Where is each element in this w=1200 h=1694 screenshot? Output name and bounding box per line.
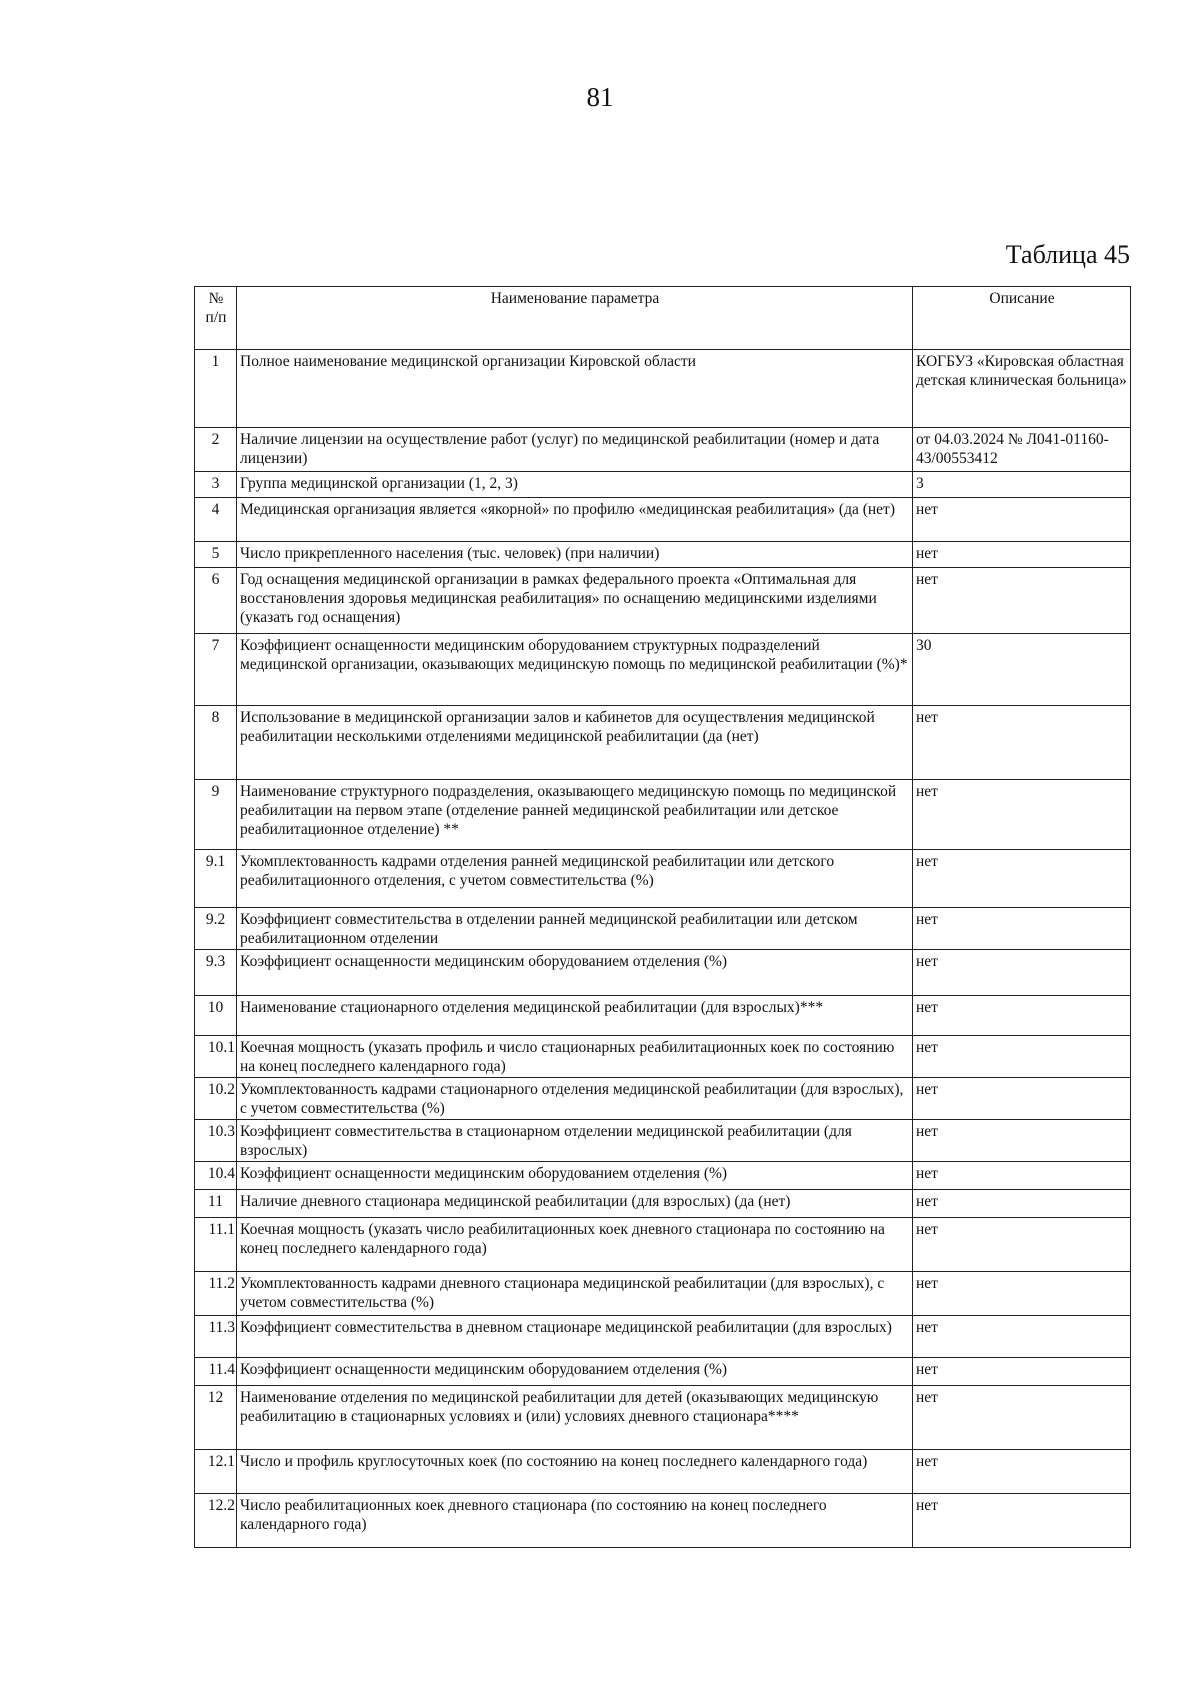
row-number: 5: [195, 542, 237, 568]
row-parameter: Коэффициент совместительства в стационарном отделении медицинской реабилитации (для взрослых): [237, 1120, 913, 1162]
row-description: нет: [913, 568, 1131, 634]
row-description: нет: [913, 1036, 1131, 1078]
row-description: от 04.03.2024 № Л041-01160-43/00553412: [913, 428, 1131, 472]
row-parameter: Коэффициент оснащенности медицинским оборудованием отделения (%): [237, 1162, 913, 1190]
row-description: нет: [913, 850, 1131, 908]
row-description: 3: [913, 472, 1131, 498]
parameters-table: [194, 286, 1131, 1548]
row-parameter: Число реабилитационных коек дневного стационара (по состоянию на конец последнего календарного года): [237, 1494, 913, 1548]
table-row: [195, 1036, 1131, 1078]
table-row: [195, 1218, 1131, 1272]
table-row: [195, 1120, 1131, 1162]
row-number: 11.2: [195, 1272, 237, 1316]
row-number: 8: [195, 706, 237, 780]
header-param: Наименование параметра: [237, 287, 913, 350]
row-number: 12.1: [195, 1450, 237, 1494]
table-row: [195, 1386, 1131, 1450]
row-parameter: Коэффициент совместительства в отделении ранней медицинской реабилитации или детском реабилитационном отделении: [237, 908, 913, 950]
row-number: 10.3: [195, 1120, 237, 1162]
row-parameter: Использование в медицинской организации залов и кабинетов для осуществления медицинской реабилитации несколькими отделениями медицинской реабилитации (да (нет): [237, 706, 913, 780]
row-number: 9.1: [195, 850, 237, 908]
row-description: нет: [913, 908, 1131, 950]
row-number: 6: [195, 568, 237, 634]
row-parameter: Наличие лицензии на осуществление работ (услуг) по медицинской реабилитации (номер и дата лицензии): [237, 428, 913, 472]
table-row: [195, 1358, 1131, 1386]
table-row: [195, 1162, 1131, 1190]
table-row: [195, 428, 1131, 472]
table-row: [195, 634, 1131, 706]
row-number: 11.3: [195, 1316, 237, 1358]
row-number: 10: [195, 996, 237, 1036]
row-parameter: Наименование структурного подразделения, оказывающего медицинскую помощь по медицинской реабилитации на первом этапе (отделение ранней медицинской реабилитации или детское реабилитационное отделение) **: [237, 780, 913, 850]
row-number: 7: [195, 634, 237, 706]
row-parameter: Число и профиль круглосуточных коек (по состоянию на конец последнего календарного года): [237, 1450, 913, 1494]
row-parameter: Наименование отделения по медицинской реабилитации для детей (оказывающих медицинскую реабилитацию в стационарных условиях и (или) условиях дневного стационара****: [237, 1386, 913, 1450]
row-number: 3: [195, 472, 237, 498]
row-number: 11.1: [195, 1218, 237, 1272]
table-row: [195, 1190, 1131, 1218]
row-parameter: Медицинская организация является «якорной» по профилю «медицинская реабилитация» (да (нет): [237, 498, 913, 542]
row-parameter: Коэффициент оснащенности медицинским оборудованием отделения (%): [237, 1358, 913, 1386]
row-parameter: Группа медицинской организации (1, 2, 3): [237, 472, 913, 498]
row-number: 12.2: [195, 1494, 237, 1548]
table-row: [195, 706, 1131, 780]
row-number: 10.2: [195, 1078, 237, 1120]
row-parameter: Укомплектованность кадрами стационарного отделения медицинской реабилитации (для взрослых), с учетом совместительства (%): [237, 1078, 913, 1120]
row-description: нет: [913, 1162, 1131, 1190]
table-row: [195, 996, 1131, 1036]
row-parameter: Коэффициент оснащенности медицинским оборудованием отделения (%): [237, 950, 913, 996]
table-row: [195, 568, 1131, 634]
row-description: КОГБУЗ «Кировская областная детская клиническая больница»: [913, 350, 1131, 428]
row-description: нет: [913, 1450, 1131, 1494]
page-number: 81: [586, 82, 614, 112]
row-parameter: Полное наименование медицинской организации Кировской области: [237, 350, 913, 428]
row-description: нет: [913, 542, 1131, 568]
row-description: нет: [913, 706, 1131, 780]
table-row: [195, 1316, 1131, 1358]
row-parameter: Укомплектованность кадрами дневного стационара медицинской реабилитации (для взрослых), с учетом совместительства (%): [237, 1272, 913, 1316]
row-number: 9.3: [195, 950, 237, 996]
row-description: нет: [913, 950, 1131, 996]
table-row: [195, 498, 1131, 542]
row-parameter: Число прикрепленного населения (тыс. человек) (при наличии): [237, 542, 913, 568]
table-row: [195, 1272, 1131, 1316]
table-row: [195, 472, 1131, 498]
table-row: [195, 1494, 1131, 1548]
row-description: нет: [913, 1386, 1131, 1450]
table-row: [195, 1078, 1131, 1120]
row-parameter: Коечная мощность (указать число реабилитационных коек дневного стационара по состоянию на конец последнего календарного года): [237, 1218, 913, 1272]
table-body: [195, 350, 1131, 1548]
row-parameter: Год оснащения медицинской организации в рамках федерального проекта «Оптимальная для восстановления здоровья медицинская реабилитация» по оснащению медицинскими изделиями (указать год оснащения): [237, 568, 913, 634]
row-description: 30: [913, 634, 1131, 706]
row-number: 12: [195, 1386, 237, 1450]
row-parameter: Коечная мощность (указать профиль и число стационарных реабилитационных коек по состоянию на конец последнего календарного года): [237, 1036, 913, 1078]
table-row: [195, 950, 1131, 996]
row-description: нет: [913, 780, 1131, 850]
row-parameter: Наименование стационарного отделения медицинской реабилитации (для взрослых)***: [237, 996, 913, 1036]
row-number: 9: [195, 780, 237, 850]
row-description: нет: [913, 1120, 1131, 1162]
table-caption: Таблица 45: [1005, 240, 1130, 269]
row-parameter: Коэффициент оснащенности медицинским оборудованием структурных подразделений медицинской организации, оказывающих медицинскую помощь по медицинской реабилитации (%)*: [237, 634, 913, 706]
table-header-row: [195, 287, 1131, 350]
table-row: [195, 850, 1131, 908]
table-row: [195, 908, 1131, 950]
row-number: 4: [195, 498, 237, 542]
table-row: [195, 542, 1131, 568]
header-num: № п/п: [195, 287, 237, 350]
row-description: нет: [913, 498, 1131, 542]
row-number: 10.1: [195, 1036, 237, 1078]
row-number: 11: [195, 1190, 237, 1218]
row-description: нет: [913, 1358, 1131, 1386]
header-desc: Описание: [913, 287, 1131, 350]
table-row: [195, 780, 1131, 850]
row-parameter: Укомплектованность кадрами отделения ранней медицинской реабилитации или детского реабилитационного отделения, с учетом совместительства (%): [237, 850, 913, 908]
table-row: [195, 1450, 1131, 1494]
row-description: нет: [913, 1218, 1131, 1272]
row-parameter: Коэффициент совместительства в дневном стационаре медицинской реабилитации (для взрослых): [237, 1316, 913, 1358]
row-description: нет: [913, 1494, 1131, 1548]
row-number: 2: [195, 428, 237, 472]
row-description: нет: [913, 1272, 1131, 1316]
row-parameter: Наличие дневного стационара медицинской реабилитации (для взрослых) (да (нет): [237, 1190, 913, 1218]
row-number: 1: [195, 350, 237, 428]
table-row: [195, 350, 1131, 428]
row-description: нет: [913, 1078, 1131, 1120]
row-description: нет: [913, 996, 1131, 1036]
row-description: нет: [913, 1316, 1131, 1358]
row-number: 9.2: [195, 908, 237, 950]
row-number: 11.4: [195, 1358, 237, 1386]
row-description: нет: [913, 1190, 1131, 1218]
row-number: 10.4: [195, 1162, 237, 1190]
